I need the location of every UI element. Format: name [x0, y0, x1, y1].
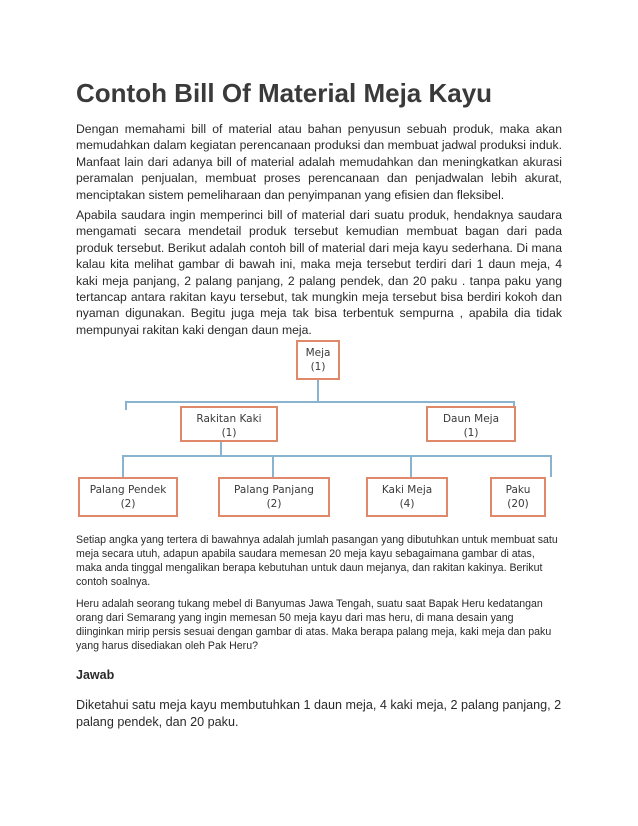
bom-node-rakitan-kaki — [180, 406, 278, 442]
bom-node-qty: (2) — [120, 498, 136, 510]
bom-node-palang-pendek — [78, 477, 178, 517]
bom-node-label: Paku — [505, 484, 531, 496]
paragraph-problem: Heru adalah seorang tukang mebel di Banyumas Jawa Tengah, suatu saat Bapak Heru kedatangan orang dari Semarang yang ingin memesan 50 meja kayu dari mas heru, di mana desain yang diinginkan mirip persis sesuai dengan gambar di atas. Maka berapa palang meja, kaki meja dan paku yang harus disediakan oleh Pak Heru? — [76, 598, 552, 652]
bom-node-label: Palang Panjang — [234, 484, 314, 496]
bom-node-meja — [296, 340, 340, 380]
bom-diagram — [76, 338, 562, 528]
connector-to-palang-pendek — [122, 455, 124, 477]
connector-root-down — [317, 378, 319, 402]
bom-node-label: Kaki Meja — [381, 484, 433, 496]
bom-node-palang-panjang — [218, 477, 330, 517]
bom-node-qty: (1) — [310, 361, 326, 373]
connector-to-paku — [550, 455, 552, 477]
bom-node-label: Rakitan Kaki — [196, 413, 262, 425]
paragraph-answer: Diketahui satu meja kayu membutuhkan 1 daun meja, 4 kaki meja, 2 palang panjang, 2 palang pendek, dan 20 paku. — [76, 698, 562, 729]
bom-node-label: Palang Pendek — [89, 484, 167, 496]
answer-heading: Jawab — [76, 668, 115, 682]
connector-to-palang-panjang — [272, 455, 274, 477]
paragraph-detail: Apabila saudara ingin memperinci bill of material dari suatu produk, hendaknya saudara mengamati secara mendetail produk tersebut kemudian membuat bagan dari pada produk tersebut. Berikut adalah contoh bill of material dari meja kayu sederhana. Di mana kalau kita melihat gambar di bawah ini, maka meja tersebut terdiri dari 1 daun meja, 4 kaki meja panjang, 2 palang panjang, 2 palang pendek, dan 20 paku . tanpa paku yang tertancap antara rakitan kayu tersebut, tak mungkin meja tersebut bisa berdiri kokoh dan nyaman digunakan. Begitu juga meja tak bisa terbentuk sempurna , apabila dia tidak mempunyai rakitan kaki dengan daun meja. — [76, 208, 562, 337]
bom-node-label: Meja — [305, 347, 331, 359]
connector-to-kaki-meja — [410, 455, 412, 477]
paragraph-intro: Dengan memahami bill of material atau bahan penyusun sebuah produk, maka akan memudahkan dalam kegiatan perencanaan produksi dan membuat jadwal produksi induk. Manfaat lain dari adanya bill of material adalah memudahkan dan meningkatkan akurasi peramalan penjualan, membuat proses perencanaan dan penjadwalan lebih akurat, menciptakan sistem pemeliharaan dan penyimpanan yang efisien dan fleksibel. — [76, 122, 562, 202]
bom-node-daun-meja — [426, 406, 516, 442]
bom-node-qty: (1) — [221, 427, 237, 439]
bom-node-qty: (4) — [399, 498, 415, 510]
connector-level2-bar — [122, 455, 552, 457]
connector-level1-bar — [125, 401, 515, 403]
bom-node-paku — [490, 477, 546, 517]
bom-node-label: Daun Meja — [442, 413, 500, 425]
bom-node-kaki-meja — [366, 477, 448, 517]
connector-to-rakitan — [125, 401, 127, 410]
bom-node-qty: (20) — [507, 498, 529, 510]
bom-node-qty: (2) — [266, 498, 282, 510]
page-title: Contoh Bill Of Material Meja Kayu — [76, 78, 493, 108]
bom-node-qty: (1) — [463, 427, 479, 439]
paragraph-explanation: Setiap angka yang tertera di bawahnya adalah jumlah pasangan yang dibutuhkan untuk membuat satu meja secara utuh, adapun apabila saudara memesan 20 meja kayu sebagaimana gambar di atas, maka anda tinggal mengalikan berapa kebutuhan untuk daun mejanya, dan rakitan kakinya. Berikut contoh soalnya. — [76, 534, 558, 588]
